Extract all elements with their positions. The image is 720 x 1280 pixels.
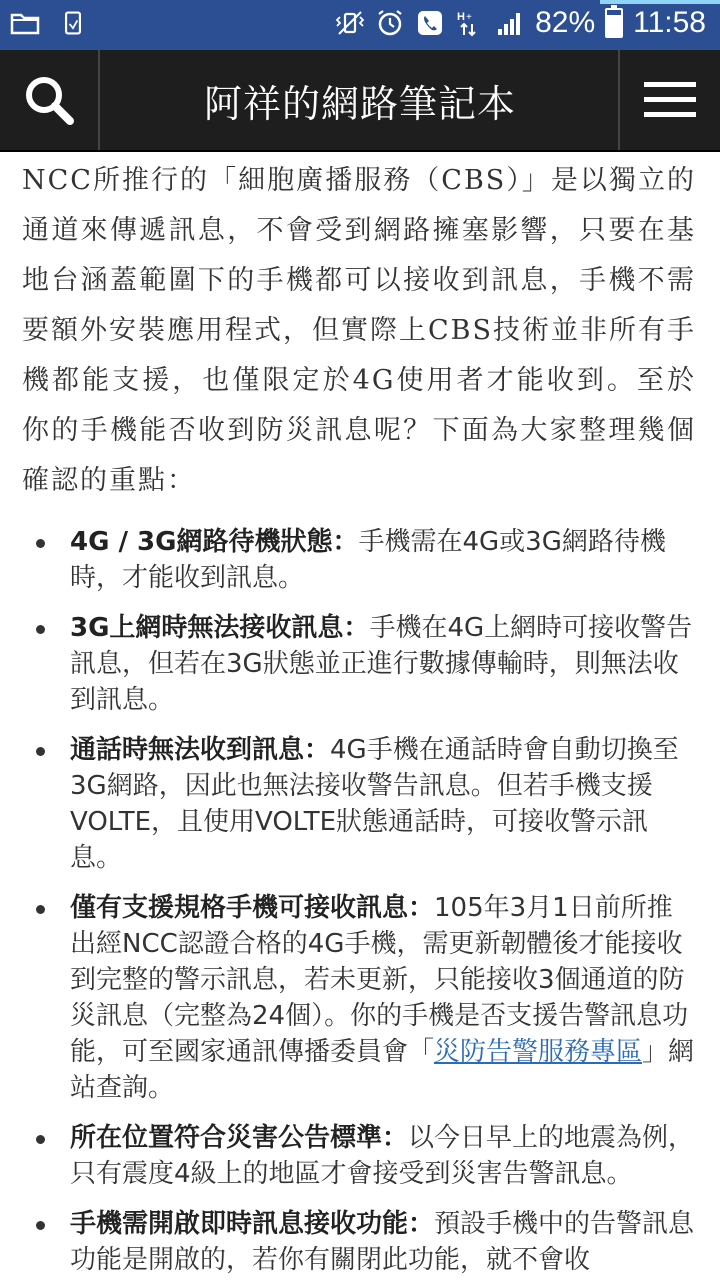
- article-content: [0, 152, 720, 1280]
- search-icon: [22, 73, 76, 127]
- list-item: [70, 732, 698, 876]
- page-title: 阿祥的網路筆記本: [203, 81, 516, 126]
- svg-text:+: +: [466, 12, 472, 23]
- folder-icon: [10, 10, 40, 36]
- point-title: 通話時無法收到訊息：: [70, 735, 331, 765]
- point-text: 4G手機在通話時會自動切換至3G網路，因此也無法接收警告訊息。但若手機支援VOLTE，且使用VOLTE狀態通話時，可接收警示訊息。: [70, 735, 679, 873]
- intro-paragraph: NCC所推行的「細胞廣播服務（CBS）」是以獨立的通道來傳遞訊息，不會受到網路擁塞影響，只要在基地台涵蓋範圍下的手機都可以接收到訊息，手機不需要額外安裝應用程式，但實際上CBS技術並非所有手機都能支援，也僅限定於4G使用者才能收到。至於你的手機能否收到防災訊息呢？下面為大家整理幾個確認的重點：: [22, 165, 696, 496]
- point-text: 手機在4G上網時可接收警告訊息，但若在3G狀態並正進行數據傳輸時，則無法收到訊息。: [70, 613, 693, 715]
- point-text: 105年3月1日前所推出經NCC認證合格的4G手機，需更新韌體後才能接收到完整的警示訊息，若未更新，只能接收3個通道的防災訊息（完整為24個）。你的手機是否支援告警訊息功能，可至國家通訊傳播委員會「: [70, 893, 689, 1067]
- point-title: 僅有支援規格手機可接收訊息：: [70, 893, 435, 923]
- alarm-icon: [375, 8, 405, 38]
- svg-text:H: H: [457, 11, 466, 23]
- list-item: [70, 1120, 698, 1192]
- point-text-after: 」網站查詢。: [70, 1037, 695, 1103]
- point-text: 手機需在4G或3G網路待機時，才能收到訊息。: [70, 527, 666, 593]
- point-text: 預設手機中的告警訊息功能是開啟的，若你有關閉此功能，就不會收: [70, 1209, 695, 1275]
- battery-icon: [605, 8, 623, 38]
- point-text: 以今日早上的地震為例，只有震度4級上的地區才會接受到災害告警訊息。: [70, 1123, 695, 1189]
- progress-indicator: [600, 0, 720, 4]
- menu-button[interactable]: [618, 50, 720, 150]
- vibrate-mute-icon: [335, 8, 365, 38]
- disaster-alert-service-link[interactable]: 災防告警服務專區: [434, 1037, 643, 1067]
- data-arrows-icon: [455, 8, 485, 38]
- point-title: 3G上網時無法接收訊息：: [70, 613, 370, 643]
- battery-percent: 82%: [535, 6, 596, 39]
- list-item: [70, 524, 698, 596]
- search-button[interactable]: [0, 50, 100, 150]
- hamburger-menu-icon: [644, 80, 696, 120]
- list-item: [70, 1206, 698, 1278]
- sim-card-icon: [58, 10, 88, 36]
- app-bar: [0, 50, 720, 152]
- signal-icon: [495, 8, 525, 38]
- point-title: 所在位置符合災害公告標準：: [70, 1123, 409, 1153]
- list-item: [70, 890, 698, 1106]
- point-title: 4G / 3G網路待機狀態：: [70, 527, 359, 557]
- clock: 11:58: [633, 6, 706, 39]
- status-bar: [0, 0, 720, 50]
- checkpoint-list: [0, 524, 720, 1278]
- phone-icon: [415, 8, 445, 38]
- point-title: 手機需開啟即時訊息接收功能：: [70, 1209, 435, 1239]
- list-item: [70, 610, 698, 718]
